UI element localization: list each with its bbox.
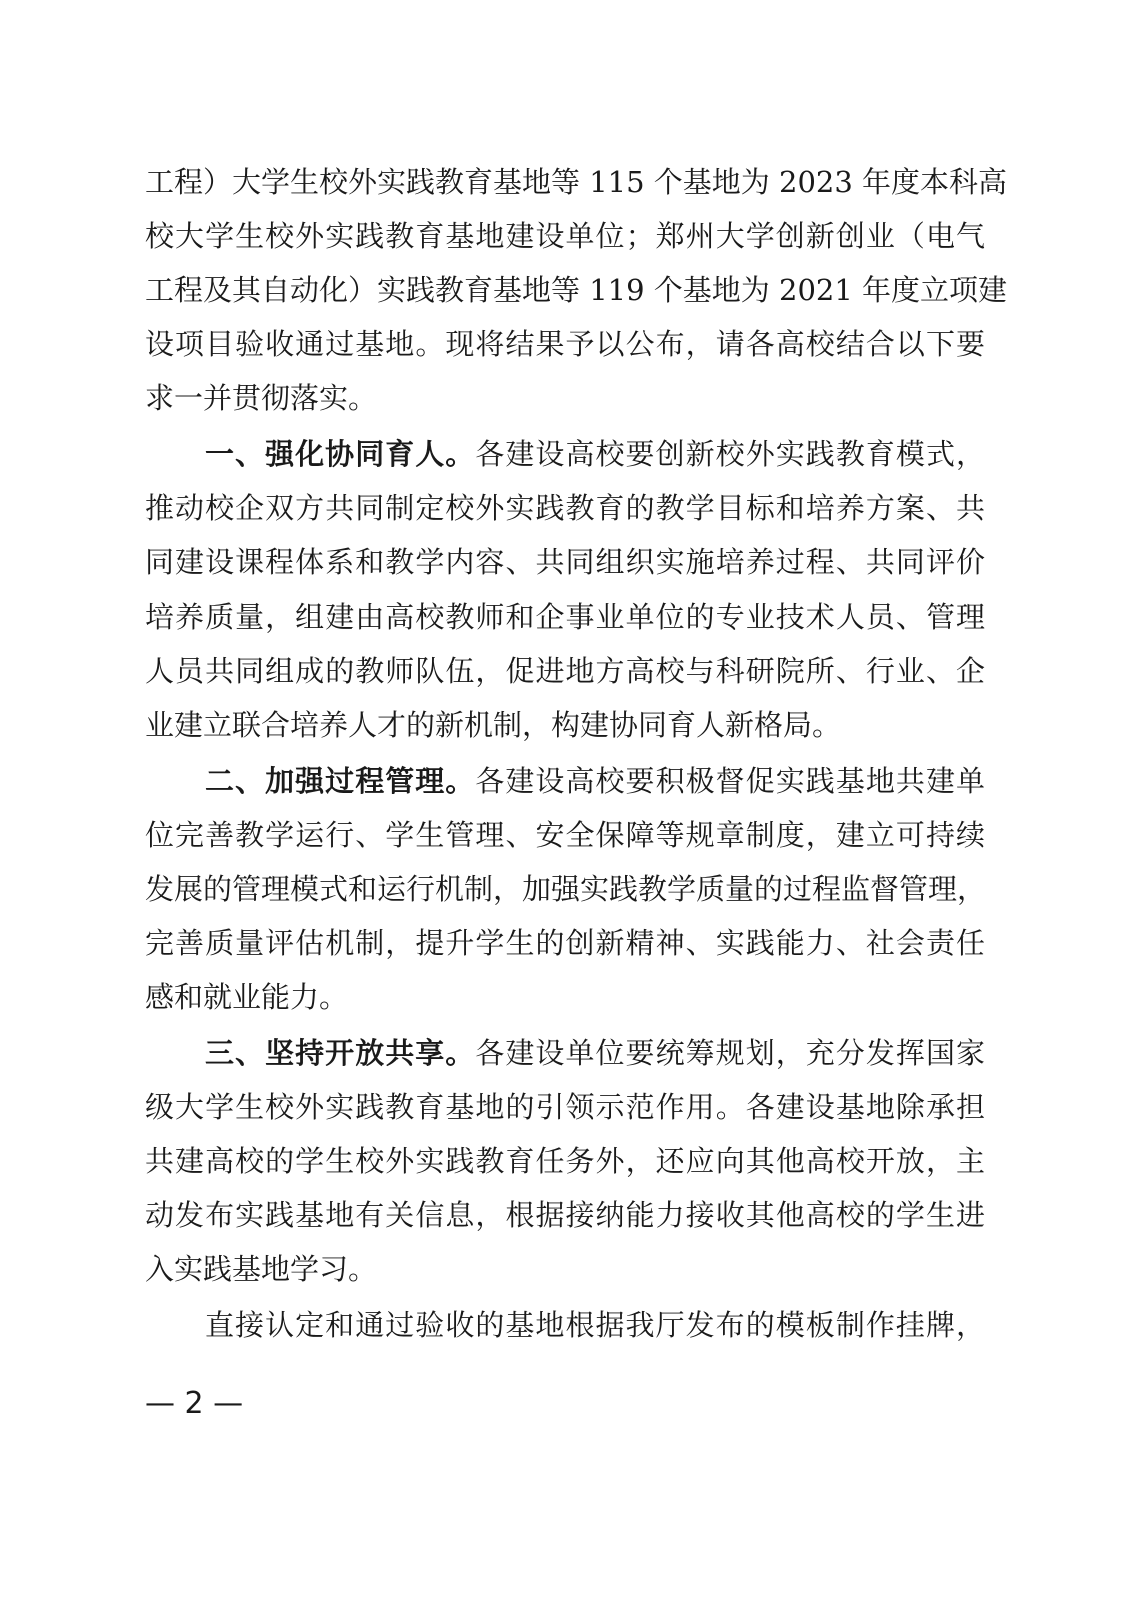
section-2-first-line-text: 各建设高校要积极督促实践基地共建单: [475, 764, 985, 798]
section-2-line-5: 感和就业能力。: [145, 980, 349, 1014]
section-3-line-2: 级大学生校外实践教育基地的引领示范作用。各建设基地除承担: [145, 1090, 985, 1124]
intro-line-3: 工程及其自动化）实践教育基地等 119 个基地为 2021 年度立项建: [145, 273, 1008, 307]
section-3-line-5: 入实践基地学习。: [145, 1252, 378, 1286]
section-1-line-5: 人员共同组成的教师队伍，促进地方高校与科研院所、行业、企: [145, 654, 985, 688]
section-1-line-4: 培养质量，组建由高校教师和企事业单位的专业技术人员、管理: [145, 600, 985, 634]
section-2-line-4: 完善质量评估机制，提升学生的创新精神、实践能力、社会责任: [145, 926, 985, 960]
intro-line-5: 求一并贯彻落实。: [145, 381, 378, 415]
closing-line-1: 直接认定和通过验收的基地根据我厅发布的模板制作挂牌，: [205, 1308, 985, 1342]
section-1-line-2: 推动校企双方共同制定校外实践教育的教学目标和培养方案、共: [145, 491, 985, 525]
intro-line-4: 设项目验收通过基地。现将结果予以公布，请各高校结合以下要: [145, 327, 985, 361]
section-2-first-line: [205, 757, 985, 805]
section-2-line-3: 发展的管理模式和运行机制，加强实践教学质量的过程监督管理，: [145, 872, 987, 906]
section-3-first-line-text: 各建设单位要统筹规划，充分发挥国家: [475, 1036, 985, 1070]
section-3-line-4: 动发布实践基地有关信息，根据接纳能力接收其他高校的学生进: [145, 1198, 985, 1232]
section-1-heading: 一、强化协同育人。: [205, 437, 476, 471]
section-3-first-line: [205, 1029, 985, 1077]
section-3-line-3: 共建高校的学生校外实践教育任务外，还应向其他高校开放，主: [145, 1144, 985, 1178]
intro-line-2: 校大学生校外实践教育基地建设单位；郑州大学创新创业（电气: [145, 219, 985, 253]
section-1-first-line: [205, 430, 985, 478]
section-1-line-3: 同建设课程体系和教学内容、共同组织实施培养过程、共同评价: [145, 545, 985, 579]
intro-line-1: 工程）大学生校外实践教育基地等 115 个基地为 2023 年度本科高: [145, 165, 1008, 199]
section-2-line-2: 位完善教学运行、学生管理、安全保障等规章制度，建立可持续: [145, 818, 985, 852]
section-1-line-6: 业建立联合培养人才的新机制，构建协同育人新格局。: [145, 708, 842, 742]
section-2-heading: 二、加强过程管理。: [205, 764, 476, 798]
section-1-first-line-text: 各建设高校要创新校外实践教育模式，: [475, 437, 985, 471]
page-number: — 2 —: [145, 1386, 244, 1421]
section-3-heading: 三、坚持开放共享。: [205, 1036, 476, 1070]
